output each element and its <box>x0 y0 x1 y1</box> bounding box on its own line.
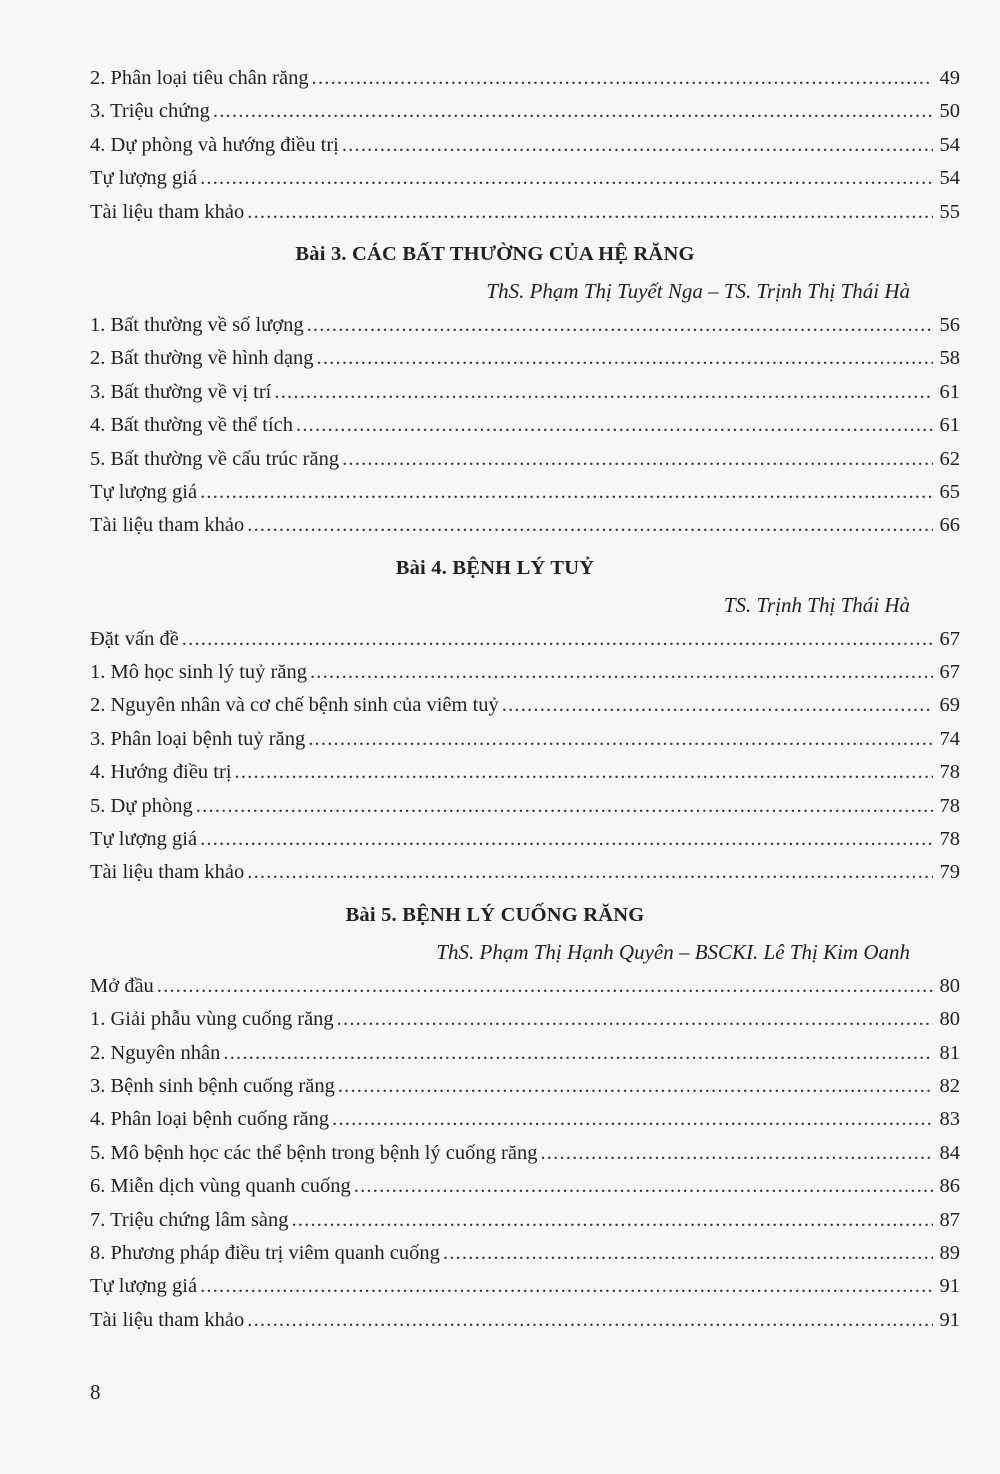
entry-page: 62 <box>939 447 960 470</box>
entry-label: 1. Bất thường về số lượng <box>90 313 304 336</box>
dot-leader <box>200 162 933 195</box>
entry-page: 54 <box>939 167 960 190</box>
dot-leader <box>247 196 933 229</box>
entry-page: 67 <box>939 627 960 650</box>
entry-page: 91 <box>939 1275 960 1298</box>
dot-leader <box>354 1170 933 1203</box>
entry-page: 67 <box>939 661 960 684</box>
entry-label: 5. Bất thường về cấu trúc răng <box>90 447 340 470</box>
dot-leader <box>291 1204 933 1237</box>
entry-label: 2. Nguyên nhân và cơ chế bệnh sinh của viêm tuỷ <box>90 694 499 717</box>
toc-entry <box>90 1204 960 1237</box>
toc-entry <box>90 1137 960 1170</box>
entry-label: 6. Miễn dịch vùng quanh cuống <box>90 1175 351 1198</box>
entry-label: 1. Giải phẫu vùng cuống răng <box>90 1008 334 1031</box>
entry-label: 7. Triệu chứng lâm sàng <box>90 1208 289 1231</box>
entry-label: 2. Phân loại tiêu chân răng <box>90 67 309 89</box>
dot-leader <box>213 95 933 128</box>
toc-entry <box>90 1237 960 1270</box>
dot-leader <box>312 62 933 95</box>
entry-page: 56 <box>939 313 960 336</box>
toc-entry <box>90 509 960 542</box>
dot-leader <box>342 129 933 162</box>
toc-entry <box>90 823 960 856</box>
entry-label: Tài liệu tham khảo <box>90 200 245 223</box>
toc-entry <box>90 1103 960 1136</box>
entry-page: 58 <box>939 347 960 370</box>
dot-leader <box>317 342 933 375</box>
entry-page: 80 <box>939 974 960 997</box>
dot-leader <box>502 689 933 722</box>
toc-entry <box>90 790 960 823</box>
dot-leader <box>157 970 933 1003</box>
toc-entry <box>90 1304 960 1337</box>
entry-label: 4. Phân loại bệnh cuống răng <box>90 1108 330 1131</box>
entry-label: 2. Bất thường về hình dạng <box>90 347 314 370</box>
toc-entry <box>90 689 960 722</box>
dot-leader <box>235 756 933 789</box>
toc-entry <box>90 970 960 1003</box>
toc-entry <box>90 443 960 476</box>
entry-page: 78 <box>939 794 960 817</box>
toc-entry <box>90 756 960 789</box>
entry-label: 3. Triệu chứng <box>90 100 210 123</box>
toc-entry <box>90 656 960 689</box>
dot-leader <box>247 856 933 889</box>
toc-entry <box>90 1003 960 1036</box>
entry-label: Tự lượng giá <box>90 828 198 851</box>
lesson-title: Bài 4. BỆNH LÝ TUỶ <box>395 556 595 579</box>
entry-label: Tài liệu tham khảo <box>90 514 245 537</box>
dot-leader <box>342 443 933 476</box>
dot-leader <box>274 376 933 409</box>
toc-entry <box>90 856 960 889</box>
entry-page: 66 <box>939 514 960 537</box>
entry-page: 84 <box>939 1141 960 1164</box>
intro-entries <box>90 62 960 229</box>
dot-leader <box>540 1137 933 1170</box>
toc-entry <box>90 309 960 342</box>
toc-entry <box>90 95 960 128</box>
entry-page: 50 <box>939 100 960 123</box>
entry-label: 5. Mô bệnh học các thể bệnh trong bệnh lý cuống răng <box>90 1141 538 1164</box>
lesson-section <box>90 549 960 890</box>
entry-label: Mở đầu <box>90 974 154 997</box>
entry-label: 4. Dự phòng và hướng điều trị <box>90 133 339 156</box>
dot-leader <box>308 723 933 756</box>
entry-page: 81 <box>939 1041 960 1064</box>
entry-page: 91 <box>939 1308 960 1331</box>
entry-label: 3. Bất thường về vị trí <box>90 380 272 403</box>
dot-leader <box>338 1070 933 1103</box>
toc-entry <box>90 376 960 409</box>
entry-page: 87 <box>939 1208 960 1231</box>
dot-leader <box>223 1037 933 1070</box>
lesson-title: Bài 3. CÁC BẤT THƯỜNG CỦA HỆ RĂNG <box>295 242 695 265</box>
lesson-section <box>90 896 960 1337</box>
lesson-author: ThS. Phạm Thị Hạnh Quyên – BSCKI. Lê Thị Kim Oanh <box>436 939 910 964</box>
entry-label: 3. Bệnh sinh bệnh cuống răng <box>90 1074 335 1097</box>
toc-entry <box>90 623 960 656</box>
dot-leader <box>443 1237 933 1270</box>
entry-page: 54 <box>939 133 960 156</box>
dot-leader <box>200 823 933 856</box>
page-number: 8 <box>90 1380 101 1404</box>
lesson-section <box>90 235 960 543</box>
dot-leader <box>307 309 933 342</box>
dot-leader <box>337 1003 933 1036</box>
entry-page: 89 <box>939 1241 960 1264</box>
entry-page: 55 <box>939 200 960 223</box>
entry-label: Tài liệu tham khảo <box>90 1308 245 1331</box>
entry-page: 79 <box>939 861 960 884</box>
entry-label: 1. Mô học sinh lý tuỷ răng <box>90 661 307 684</box>
entry-label: 4. Bất thường về thể tích <box>90 414 293 437</box>
lesson-title: Bài 5. BỆNH LÝ CUỐNG RĂNG <box>345 903 645 926</box>
dot-leader <box>310 656 933 689</box>
toc-entry <box>90 1037 960 1070</box>
entry-label: Tự lượng giá <box>90 167 198 190</box>
toc-entry <box>90 476 960 509</box>
entry-page: 78 <box>939 761 960 784</box>
entry-page: 74 <box>939 727 960 750</box>
entry-page: 78 <box>939 828 960 851</box>
entry-page: 80 <box>939 1008 960 1031</box>
entry-label: Tự lượng giá <box>90 480 198 503</box>
lesson-author: ThS. Phạm Thị Tuyết Nga – TS. Trịnh Thị Thái Hà <box>486 278 910 303</box>
dot-leader <box>182 623 933 656</box>
dot-leader <box>296 409 933 442</box>
dot-leader <box>247 1304 933 1337</box>
toc-entry <box>90 409 960 442</box>
entry-label: Tài liệu tham khảo <box>90 861 245 884</box>
toc-entry <box>90 342 960 375</box>
toc-entry <box>90 162 960 195</box>
toc-entry <box>90 723 960 756</box>
entry-page: 82 <box>939 1074 960 1097</box>
entry-page: 61 <box>939 380 960 403</box>
entry-page: 61 <box>939 414 960 437</box>
toc-entry <box>90 1270 960 1303</box>
dot-leader <box>200 476 933 509</box>
entry-page: 83 <box>939 1108 960 1131</box>
entry-label: 4. Hướng điều trị <box>90 761 232 784</box>
toc-entry <box>90 62 960 95</box>
dot-leader <box>332 1103 933 1136</box>
toc-entry <box>90 1070 960 1103</box>
entry-label: Đặt vấn đề <box>90 627 179 650</box>
dot-leader <box>196 790 933 823</box>
entry-label: 3. Phân loại bệnh tuỷ răng <box>90 727 306 750</box>
dot-leader <box>247 509 933 542</box>
entry-label: 2. Nguyên nhân <box>90 1041 221 1064</box>
entry-page: 49 <box>939 67 960 89</box>
toc-entry <box>90 196 960 229</box>
table-of-contents <box>90 62 960 1337</box>
entry-label: 5. Dự phòng <box>90 794 193 817</box>
toc-entry <box>90 129 960 162</box>
dot-leader <box>200 1270 933 1303</box>
entry-label: Tự lượng giá <box>90 1275 198 1298</box>
toc-entry <box>90 1170 960 1203</box>
lesson-author: TS. Trịnh Thị Thái Hà <box>723 592 910 617</box>
entry-page: 69 <box>939 694 960 717</box>
entry-page: 65 <box>939 480 960 503</box>
entry-page: 86 <box>939 1175 960 1198</box>
entry-label: 8. Phương pháp điều trị viêm quanh cuống <box>90 1241 440 1264</box>
